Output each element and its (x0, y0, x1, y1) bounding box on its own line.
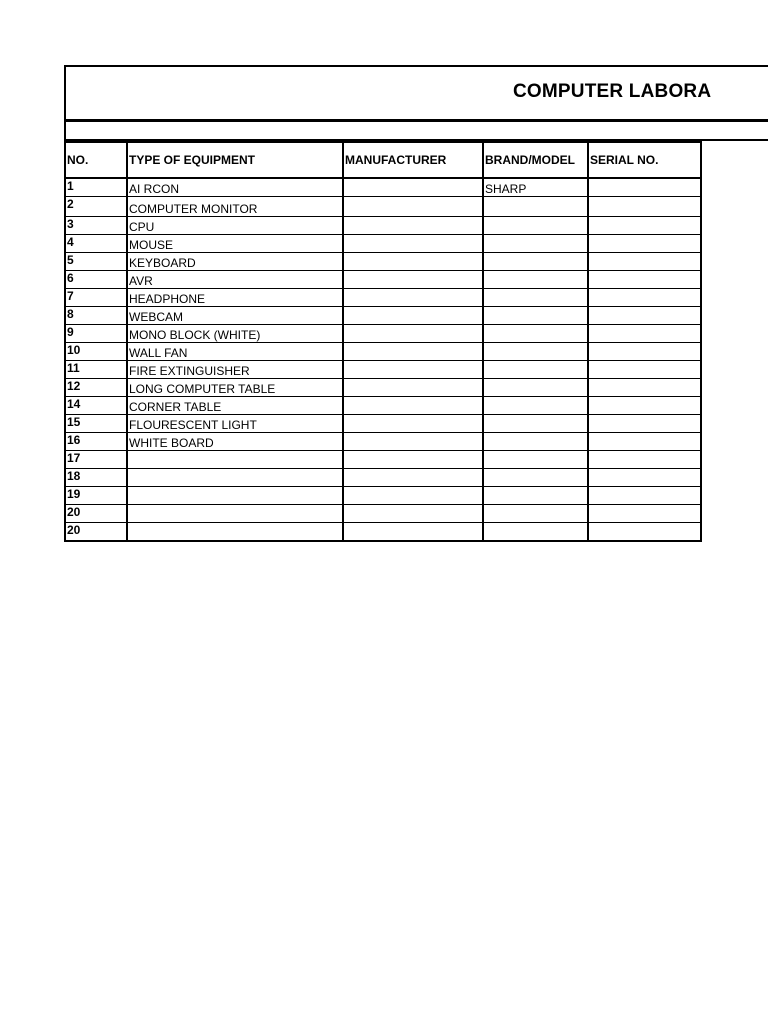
cell-type: LONG COMPUTER TABLE (127, 379, 343, 397)
cell-no: 19 (65, 487, 127, 505)
header-no: NO. (65, 142, 127, 178)
cell-serial (588, 433, 701, 451)
table-row (65, 469, 701, 487)
cell-serial (588, 217, 701, 235)
cell-serial (588, 379, 701, 397)
cell-manufacturer (343, 197, 483, 217)
cell-type: CORNER TABLE (127, 397, 343, 415)
cell-no: 1 (65, 178, 127, 197)
table-row (65, 523, 701, 542)
cell-brand (483, 307, 588, 325)
cell-no: 6 (65, 271, 127, 289)
cell-manufacturer (343, 397, 483, 415)
cell-no: 4 (65, 235, 127, 253)
cell-manufacturer (343, 235, 483, 253)
cell-type: HEADPHONE (127, 289, 343, 307)
cell-type (127, 523, 343, 542)
cell-brand: SHARP (483, 178, 588, 197)
cell-serial (588, 289, 701, 307)
cell-serial (588, 505, 701, 523)
cell-manufacturer (343, 469, 483, 487)
cell-serial (588, 361, 701, 379)
table-row (65, 415, 701, 433)
cell-type: KEYBOARD (127, 253, 343, 271)
header-type: TYPE OF EQUIPMENT (127, 142, 343, 178)
cell-no: 16 (65, 433, 127, 451)
cell-no: 11 (65, 361, 127, 379)
cell-manufacturer (343, 253, 483, 271)
cell-serial (588, 451, 701, 469)
table-row (65, 197, 701, 217)
cell-brand (483, 197, 588, 217)
cell-no: 17 (65, 451, 127, 469)
cell-type (127, 451, 343, 469)
header-brand: BRAND/MODEL (483, 142, 588, 178)
cell-manufacturer (343, 379, 483, 397)
cell-manufacturer (343, 487, 483, 505)
cell-brand (483, 343, 588, 361)
cell-manufacturer (343, 343, 483, 361)
cell-brand (483, 469, 588, 487)
cell-no: 3 (65, 217, 127, 235)
cell-type (127, 505, 343, 523)
table-row (65, 397, 701, 415)
cell-brand (483, 325, 588, 343)
cell-brand (483, 397, 588, 415)
table-row (65, 343, 701, 361)
cell-serial (588, 325, 701, 343)
table-row (65, 433, 701, 451)
cell-serial (588, 415, 701, 433)
cell-no: 5 (65, 253, 127, 271)
cell-serial (588, 307, 701, 325)
table-row (65, 271, 701, 289)
cell-serial (588, 271, 701, 289)
cell-type: CPU (127, 217, 343, 235)
table-row (65, 379, 701, 397)
cell-serial (588, 178, 701, 197)
table-row (65, 361, 701, 379)
table-row (65, 289, 701, 307)
cell-brand (483, 379, 588, 397)
title-box (64, 65, 768, 122)
cell-manufacturer (343, 178, 483, 197)
cell-no: 14 (65, 397, 127, 415)
cell-brand (483, 415, 588, 433)
cell-no: 9 (65, 325, 127, 343)
cell-brand (483, 451, 588, 469)
cell-no: 12 (65, 379, 127, 397)
table-row (65, 217, 701, 235)
cell-serial (588, 469, 701, 487)
cell-brand (483, 235, 588, 253)
cell-manufacturer (343, 433, 483, 451)
cell-type: WHITE BOARD (127, 433, 343, 451)
table-row (65, 325, 701, 343)
cell-type: WEBCAM (127, 307, 343, 325)
cell-serial (588, 487, 701, 505)
header-row (65, 142, 701, 178)
cell-type: FLOURESCENT LIGHT (127, 415, 343, 433)
cell-serial (588, 197, 701, 217)
cell-type: AI RCON (127, 178, 343, 197)
cell-brand (483, 289, 588, 307)
cell-no: 20 (65, 505, 127, 523)
cell-no: 7 (65, 289, 127, 307)
cell-no: 15 (65, 415, 127, 433)
cell-manufacturer (343, 505, 483, 523)
header-manufacturer: MANUFACTURER (343, 142, 483, 178)
cell-brand (483, 271, 588, 289)
cell-manufacturer (343, 325, 483, 343)
cell-manufacturer (343, 289, 483, 307)
cell-type: MONO BLOCK (WHITE) (127, 325, 343, 343)
cell-brand (483, 487, 588, 505)
cell-manufacturer (343, 451, 483, 469)
cell-no: 10 (65, 343, 127, 361)
equipment-sheet (64, 65, 768, 548)
cell-type: FIRE EXTINGUISHER (127, 361, 343, 379)
cell-no: 8 (65, 307, 127, 325)
table-row (65, 178, 701, 197)
equipment-table (64, 141, 702, 542)
cell-serial (588, 235, 701, 253)
cell-type (127, 487, 343, 505)
cell-brand (483, 433, 588, 451)
cell-no: 20 (65, 523, 127, 542)
cell-manufacturer (343, 307, 483, 325)
cell-serial (588, 253, 701, 271)
cell-type (127, 469, 343, 487)
cell-brand (483, 523, 588, 542)
cell-no: 18 (65, 469, 127, 487)
table-row (65, 487, 701, 505)
table-row (65, 253, 701, 271)
cell-manufacturer (343, 271, 483, 289)
spacer-row (64, 122, 768, 141)
cell-serial (588, 343, 701, 361)
table-row (65, 505, 701, 523)
cell-type: COMPUTER MONITOR (127, 197, 343, 217)
table-row (65, 235, 701, 253)
header-serial: SERIAL NO. (588, 142, 701, 178)
cell-manufacturer (343, 415, 483, 433)
cell-brand (483, 361, 588, 379)
cell-manufacturer (343, 217, 483, 235)
cell-brand (483, 505, 588, 523)
cell-type: WALL FAN (127, 343, 343, 361)
cell-serial (588, 523, 701, 542)
table-row (65, 451, 701, 469)
cell-brand (483, 253, 588, 271)
cell-brand (483, 217, 588, 235)
cell-manufacturer (343, 361, 483, 379)
table-row (65, 307, 701, 325)
cell-type: AVR (127, 271, 343, 289)
sheet-title: COMPUTER LABORA (513, 81, 712, 102)
cell-manufacturer (343, 523, 483, 542)
cell-type: MOUSE (127, 235, 343, 253)
cell-serial (588, 397, 701, 415)
cell-no: 2 (65, 197, 127, 217)
